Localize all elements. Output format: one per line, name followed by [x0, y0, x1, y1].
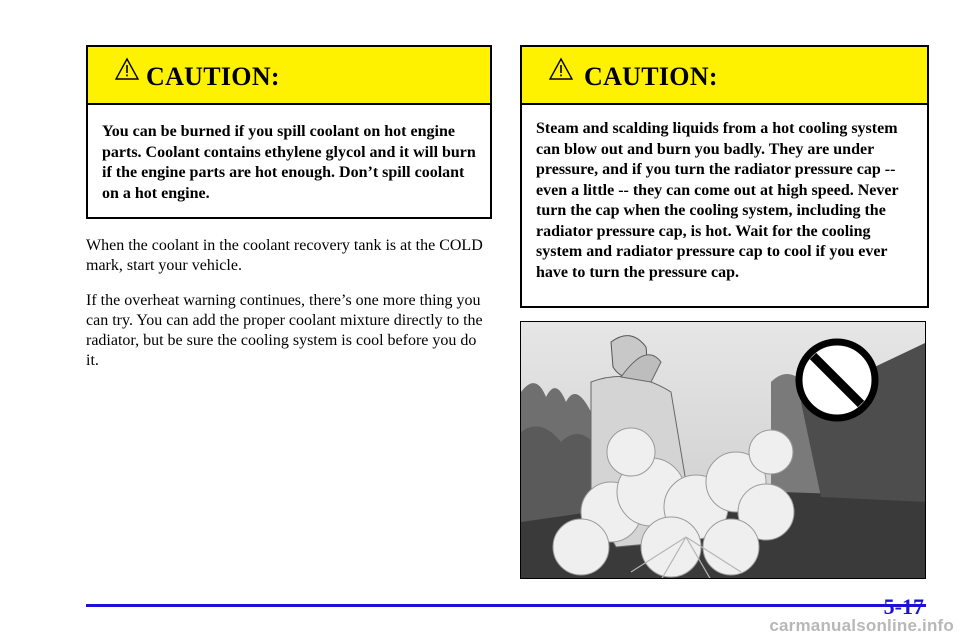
caution-text: Steam and scalding liquids from a hot cooling system can blow out and burn you badly. They are under pressure, and if you turn the radiator pressure cap -- even a little -- they can come out at high speed. Never turn the cap when the cooling system, including the radiator pressure cap, is hot. Wait for the cooling system and radiator pressure cap to cool if you ever have to turn the pressure cap.: [536, 120, 899, 281]
caution-title: CAUTION:: [146, 62, 280, 91]
footer-divider: [86, 604, 926, 607]
page-number: 5-17: [883, 594, 924, 619]
caution-box-steam: [520, 45, 929, 308]
warning-triangle-icon: [114, 57, 140, 81]
paragraph-start-vehicle: When the coolant in the coolant recovery tank is at the COLD mark, start your vehicle.: [86, 237, 483, 274]
warning-triangle-icon: [548, 57, 574, 81]
no-symbol-icon: [799, 342, 875, 418]
steam-burn-illustration: [520, 321, 926, 579]
watermark: carmanualsonline.info: [769, 616, 954, 635]
caution-header: [88, 47, 490, 105]
caution-box-coolant-spill: [86, 45, 492, 219]
illustration-drawing: [521, 322, 926, 579]
caution-header: [522, 47, 927, 105]
caution-title: CAUTION:: [584, 62, 718, 91]
paragraph-overheat-continues: If the overheat warning continues, there’s one more thing you can try. You can add the proper coolant mixture directly to the radiator, but be sure the cooling system is cool before you do it.: [86, 292, 483, 369]
caution-text: You can be burned if you spill coolant on hot engine parts. Coolant contains ethylene glycol and it will burn if the engine parts are hot enough. Don’t spill coolant on a hot engine.: [102, 123, 476, 202]
